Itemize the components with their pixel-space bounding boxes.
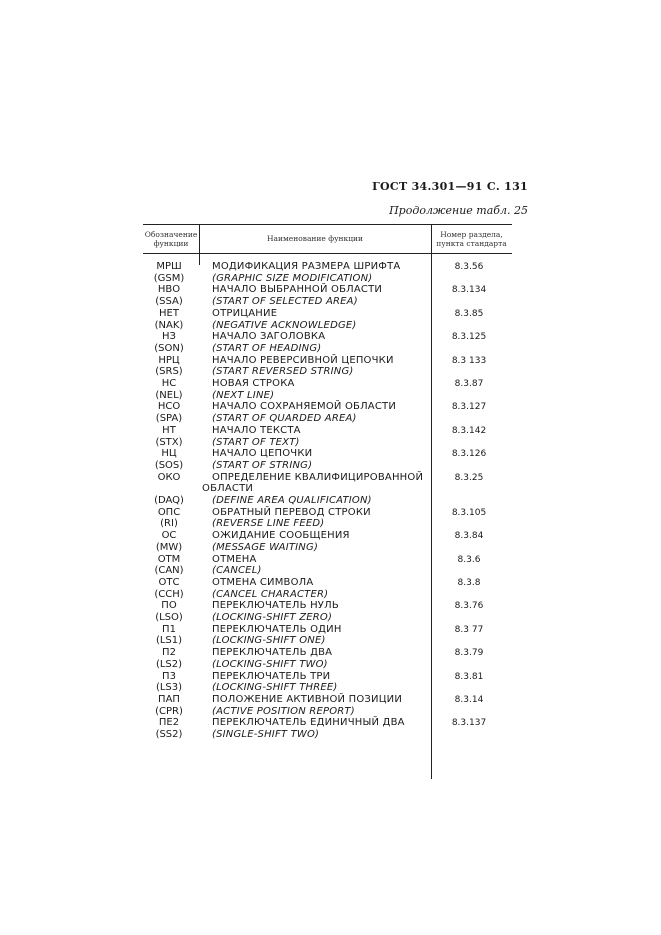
table-row [143,343,512,355]
table-row [143,635,512,647]
function-code: ОКО [157,471,181,483]
section-ref: 8.3.85 [454,308,484,319]
function-name: (GRAPHIC SIZE MODIFICATION) [212,272,373,284]
table-row [143,401,512,413]
table-row [143,448,512,460]
section-ref: 8.3.87 [454,379,484,389]
table-row [143,483,512,495]
function-code: (CCH) [154,588,184,600]
function-name: ПЕРЕКЛЮЧАТЕЛЬ ОДИН [212,623,342,635]
table-row [143,273,512,285]
function-name: (LOCKING-SHIFT TWO) [212,658,328,670]
function-name: (START OF QUARDED AREA) [212,413,357,425]
function-code: ОС [161,530,177,542]
function-name: ОБЛАСТИ [202,483,254,495]
table-row [143,320,512,332]
function-name: МОДИФИКАЦИЯ РАЗМЕРА ШРИФТА [212,261,401,272]
section-ref: 8.3.14 [454,694,484,705]
table-row [143,565,512,577]
table-row [143,729,512,741]
function-name: ОТМЕНА [212,553,257,565]
table-row [143,437,512,449]
function-code: (CPR) [155,705,183,717]
column-header-name: Наименование функции [266,234,364,243]
function-name: НОВАЯ СТРОКА [212,378,295,389]
section-ref: 8.3.8 [457,577,481,588]
function-name: (START OF STRING) [212,459,313,471]
table-row [143,284,512,296]
function-name: (NEXT LINE) [212,389,275,401]
function-code: П1 [162,623,176,635]
section-ref: 8.3 77 [454,624,484,635]
function-name: ОТМЕНА СИМВОЛА [212,576,314,588]
function-code: НЗ [162,331,176,343]
function-name: НАЧАЛО ЦЕПОЧКИ [212,448,313,460]
function-code: НЦ [161,448,177,460]
section-ref: 8.3 133 [451,355,487,366]
section-ref: 8.3.81 [454,671,484,682]
table-row [143,647,512,659]
function-name: НАЧАЛО ВЫБРАННОЙ ОБЛАСТИ [212,284,383,296]
function-name: (REVERSE LINE FEED) [212,518,325,530]
table-row [143,659,512,671]
function-code: ПАП [158,693,180,705]
table-row [143,413,512,425]
function-name: ОБРАТНЫЙ ПЕРЕВОД СТРОКИ [212,506,371,518]
function-code: (NAK) [154,319,184,331]
table-row [143,460,512,472]
function-name: (LOCKING-SHIFT ZERO) [212,612,333,623]
function-name: (START OF TEXT) [212,436,300,448]
function-name: ОПРЕДЕЛЕНИЕ КВАЛИФИЦИРОВАННОЙ [212,471,424,483]
function-name: (SINGLE-SHIFT TWO) [212,729,320,740]
function-code: (CAN) [154,565,184,577]
function-code: (SRS) [155,366,183,378]
function-code: (DAQ) [154,495,184,506]
function-code: (MW) [155,541,183,553]
table-row [143,542,512,554]
function-code: НС [161,378,177,389]
section-ref: 8.3.79 [454,648,484,659]
function-code: (NEL) [155,389,183,401]
table-row [143,261,512,273]
section-ref: 8.3.137 [451,718,487,729]
section-ref: 8.3.105 [451,507,487,518]
table-row [143,682,512,694]
function-code: НВО [157,284,181,296]
function-name: ПЕРЕКЛЮЧАТЕЛЬ ДВА [212,647,333,659]
function-name: ПЕРЕКЛЮЧАТЕЛЬ ЕДИНИЧНЫЙ ДВА [212,717,405,729]
function-code: НСО [157,401,181,413]
section-ref: 8.3.134 [451,285,487,296]
table-row [143,624,512,636]
table-row [143,425,512,437]
section-ref: 8.3.142 [451,425,487,436]
function-code: ОПС [157,506,181,518]
table-row [143,507,512,519]
function-code: (GSM) [153,272,185,284]
function-name: (LOCKING-SHIFT ONE) [212,635,326,647]
section-ref: 8.3.125 [451,332,487,343]
section-ref: 8.3.76 [454,601,484,612]
section-ref: 8.3.84 [454,531,484,542]
section-ref: 8.3.56 [454,262,484,272]
function-name: НАЧАЛО РЕВЕРСИВНОЙ ЦЕПОЧКИ [212,354,394,366]
function-code: (LS1) [155,635,183,647]
function-name: НАЧАЛО ТЕКСТА [212,424,301,436]
table-row [143,366,512,378]
column-header-ref: Номер раздела, пункта стандарта [436,230,507,248]
function-name: (MESSAGE WAITING) [212,541,319,553]
function-name: (LOCKING-SHIFT THREE) [212,682,338,694]
function-name: (ACTIVE POSITION REPORT) [212,705,355,717]
function-code: (SPA) [155,413,183,425]
function-code: НРЦ [158,354,180,366]
function-code: (SSA) [155,296,183,308]
table-continuation-label: Продолжение табл. 25 [389,204,528,217]
table-row [143,706,512,718]
section-ref: 8.3.6 [457,554,481,565]
table-row [143,530,512,542]
table-row [143,331,512,343]
function-code: ПЕ2 [158,717,180,729]
function-name: ПЕРЕКЛЮЧАТЕЛЬ НУЛЬ [212,600,339,612]
function-name: (START OF SELECTED AREA) [212,296,358,308]
table-row [143,296,512,308]
column-header-code: Обозначение функции [144,230,198,248]
function-code: П3 [162,670,176,682]
function-code: ПО [161,600,177,612]
table-row [143,495,512,507]
function-name: (START REVERSED STRING) [212,366,354,378]
function-name: НАЧАЛО ЗАГОЛОВКА [212,331,326,343]
table-row [143,671,512,683]
function-name: ОЖИДАНИЕ СООБЩЕНИЯ [212,530,350,542]
function-code: МРШ [156,261,182,272]
page-header: ГОСТ 34.301—91 С. 131 [372,180,528,193]
table-row [143,472,512,484]
table-row [143,355,512,367]
table-row [143,577,512,589]
table-row [143,308,512,320]
table-row [143,717,512,729]
section-ref: 8.3.25 [454,472,484,483]
table-row [143,600,512,612]
table-row [143,589,512,601]
function-code: (LSO) [155,612,183,623]
function-code: П2 [162,647,176,659]
function-name: ОТРИЦАНИЕ [212,307,278,319]
function-code: (RI) [160,518,178,530]
table-row [143,612,512,624]
function-name: ПЕРЕКЛЮЧАТЕЛЬ ТРИ [212,670,331,682]
function-code: (SS2) [155,729,183,740]
function-name: (CANCEL CHARACTER) [212,588,329,600]
function-code: НЕТ [159,307,179,319]
function-code: ОТС [158,576,180,588]
table-row [143,390,512,402]
function-code: (STX) [155,436,183,448]
function-code: ОТМ [157,553,181,565]
section-ref: 8.3.126 [451,449,487,460]
table-row [143,518,512,530]
function-name: (START OF HEADING) [212,342,322,354]
function-name: НАЧАЛО СОХРАНЯЕМОЙ ОБЛАСТИ [212,401,397,413]
function-code: (SOS) [154,459,184,471]
table-row [143,554,512,566]
function-code: (SON) [154,342,184,354]
function-name: (NEGATIVE ACKNOWLEDGE) [212,319,357,331]
table-row [143,694,512,706]
table-row [143,378,512,390]
function-name: ПОЛОЖЕНИЕ АКТИВНОЙ ПОЗИЦИИ [212,693,403,705]
function-code: НТ [162,424,176,436]
function-code: (LS3) [155,682,183,694]
function-name: (CANCEL) [212,565,262,577]
section-ref: 8.3.127 [451,402,487,413]
function-name: (DEFINE AREA QUALIFICATION) [212,495,372,506]
function-code: (LS2) [155,658,183,670]
